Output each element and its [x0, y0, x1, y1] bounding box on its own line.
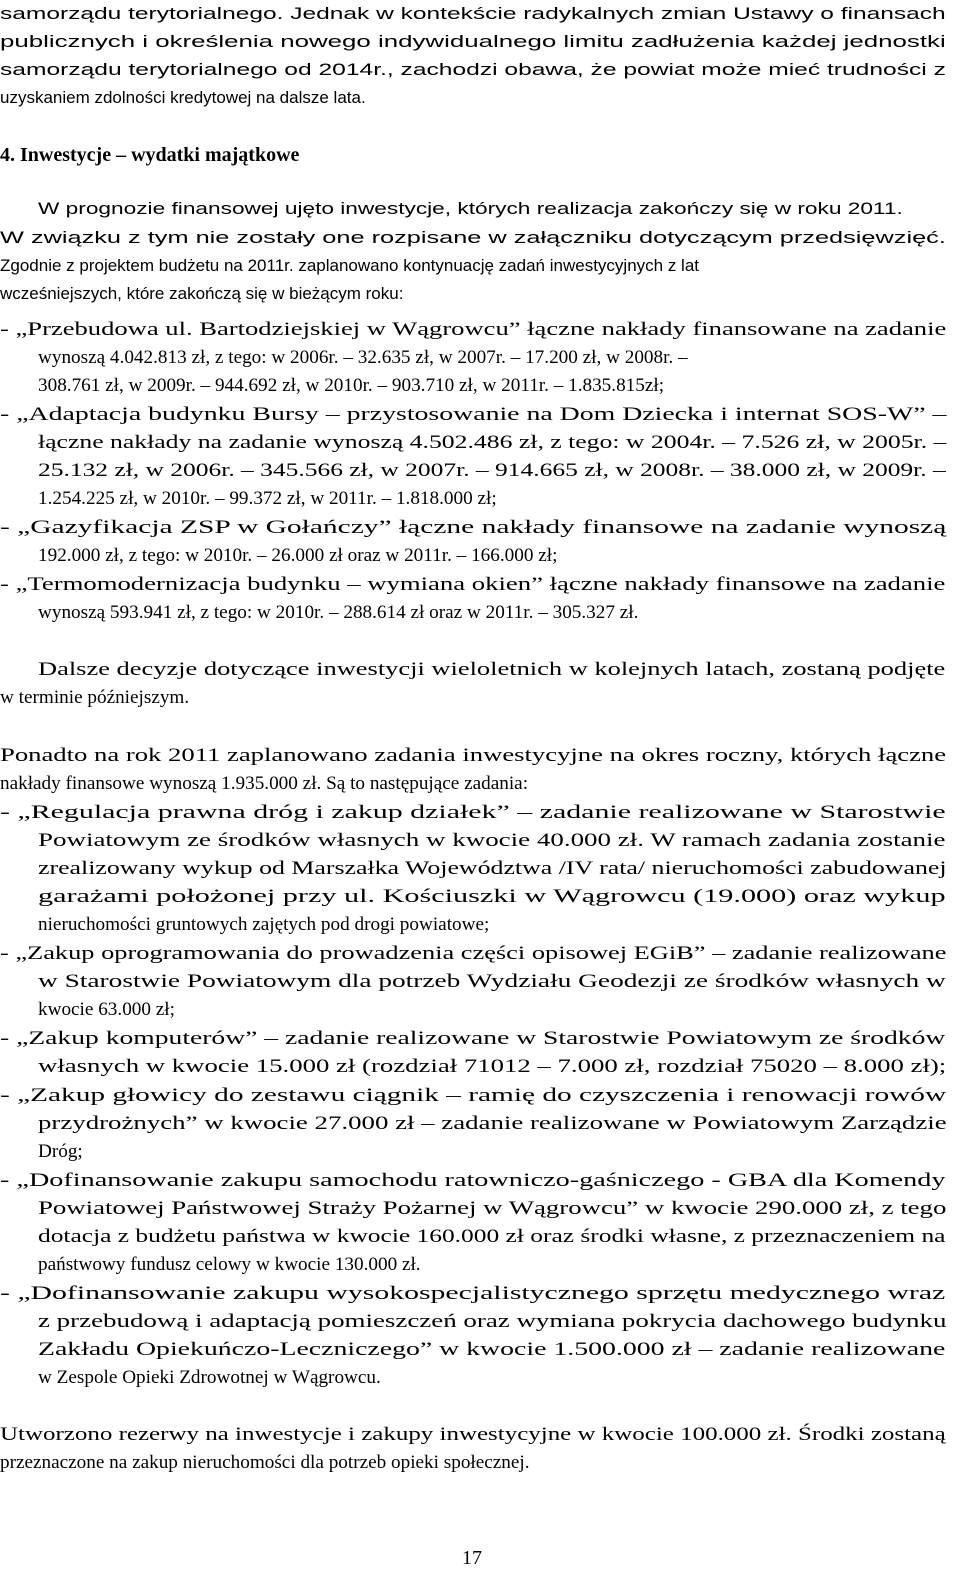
task-1-line-2: Powiatowym ze środków własnych w kwocie 40.000 zł. W ramach zadania zostanie [38, 830, 946, 851]
task-3-line-1: - „Zakup komputerów” – zadanie realizowane w Starostwie Powiatowym ze środków [0, 1028, 946, 1049]
item-2-line-1: - „Adaptacja budynku Bursy – przystosowanie na Dom Dziecka i internat SOS-W” – [0, 404, 947, 425]
task-1-line-4: garażami położonej przy ul. Kościuszki w Wągrowcu (19.000) oraz wykup [38, 886, 946, 907]
task-4-line-1: - „Zakup głowicy do zestawu ciągnik – ramię do czyszczenia i renowacji rowów [0, 1085, 947, 1106]
task-1-line-5: nieruchomości gruntowych zajętych pod drogi powiatowe; [38, 914, 490, 935]
task-5-line-3: dotacja z budżetu państwa w kwocie 160.000 zł oraz środki własne, z przeznaczeniem na [38, 1226, 946, 1247]
item-2-line-2: łączne nakłady na zadanie wynoszą 4.502.486 zł, z tego: w 2004r. – 7.526 zł, w 2005r. – [38, 432, 947, 453]
task-6-line-2: z przebudową i adaptacją pomieszczeń oraz wymiana pokrycia dachowego budynku [38, 1311, 947, 1332]
task-3-line-2: własnych w kwocie 15.000 zł (rozdział 71012 – 7.000 zł, rozdział 75020 – 8.000 zł); [38, 1056, 947, 1077]
task-5-line-1: - „Dofinansowanie zakupu samochodu ratowniczo-gaśniczego - GBA dla Komendy [0, 1170, 946, 1191]
para-3-line-1: Ponadto na rok 2011 zaplanowano zadania inwestycyjne na okres roczny, których łączne [0, 745, 947, 766]
item-3-line-1: - „Gazyfikacja ZSP w Gołańczy” łączne nakłady finansowe na zadanie wynoszą [0, 517, 947, 538]
intro-line-2: publicznych i określenia nowego indywidualnego limitu zadłużenia każdej jednostki [0, 32, 946, 51]
task-6-line-1: - „Dofinansowanie zakupu wysokospecjalistycznego sprzętu medycznego wraz [0, 1283, 946, 1304]
task-6-line-3: Zakładu Opiekuńczo-Leczniczego” w kwocie 1.500.000 zł – zadanie realizowane [38, 1339, 946, 1360]
para-2-line-2: w terminie późniejszym. [0, 687, 190, 708]
para-4-line-1: Utworzono rezerwy na inwestycje i zakupy inwestycyjne w kwocie 100.000 zł. Środki zostaną [0, 1424, 946, 1445]
section-heading: 4. Inwestycje – wydatki majątkowe [0, 144, 300, 166]
para-2-line-1: Dalsze decyzje dotyczące inwestycji wieloletnich w kolejnych latach, zostaną podjęte [38, 659, 946, 680]
task-5-line-2: Powiatowej Państwowej Straży Pożarnej w Wągrowcu” w kwocie 290.000 zł, z tego [38, 1198, 947, 1219]
para-1-line-1: W prognozie finansowej ujęto inwestycje, których realizacja zakończy się w roku 2011. [38, 199, 903, 218]
task-1-line-1: - „Regulacja prawna dróg i zakup działek” – zadanie realizowane w Starostwie [0, 802, 946, 823]
task-4-line-3: Dróg; [38, 1141, 83, 1162]
intro-line-3: samorządu terytorialnego od 2014r., zachodzi obawa, że powiat może mieć trudności z [0, 60, 946, 79]
para-4-line-2: przeznaczone na zakup nieruchomości dla potrzeb opieki społecznej. [0, 1452, 530, 1473]
item-4-line-2: wynoszą 593.941 zł, z tego: w 2010r. – 288.614 zł oraz w 2011r. – 305.327 zł. [38, 602, 639, 623]
para-3-line-2: nakłady finansowe wynoszą 1.935.000 zł. Są to następujące zadania: [0, 773, 529, 794]
para-1-line-2: W związku z tym nie zostały one rozpisane w załączniku dotyczącym przedsięwzięć. [0, 228, 946, 247]
intro-line-4: uzyskaniem zdolności kredytowej na dalsze lata. [0, 88, 366, 107]
para-1-line-3: Zgodnie z projektem budżetu na 2011r. zaplanowano kontynuację zadań inwestycyjnych z lat [0, 256, 700, 275]
page-number: 17 [462, 1547, 482, 1569]
task-5-line-4: państwowy fundusz celowy w kwocie 130.000 zł. [38, 1254, 421, 1275]
task-2-line-2: w Starostwie Powiatowym dla potrzeb Wydziału Geodezji ze środków własnych w [38, 971, 946, 992]
task-4-line-2: przydrożnych” w kwocie 27.000 zł – zadanie realizowane w Powiatowym Zarządzie [38, 1113, 947, 1134]
item-4-line-1: - „Termomodernizacja budynku – wymiana okien” łączne nakłady finansowe na zadanie [0, 574, 946, 595]
item-2-line-3: 25.132 zł, w 2006r. – 345.566 zł, w 2007r. – 914.665 zł, w 2008r. – 38.000 zł, w 2009r. – [38, 460, 946, 481]
item-3-line-2: 192.000 zł, z tego: w 2010r. – 26.000 zł oraz w 2011r. – 166.000 zł; [38, 545, 558, 566]
item-1-line-2: wynoszą 4.042.813 zł, z tego: w 2006r. – 32.635 zł, w 2007r. – 17.200 zł, w 2008r. – [38, 347, 688, 368]
item-1-line-1: - „Przebudowa ul. Bartodziejskiej w Wągrowcu” łączne nakłady finansowane na zadanie [0, 319, 947, 340]
task-6-line-4: w Zespole Opieki Zdrowotnej w Wągrowcu. [38, 1367, 381, 1388]
task-2-line-3: kwocie 63.000 zł; [38, 999, 175, 1020]
task-1-line-3: zrealizowany wykup od Marszałka Województwa /IV rata/ nieruchomości zabudowanej [38, 858, 947, 879]
item-2-line-4: 1.254.225 zł, w 2010r. – 99.372 zł, w 2011r. – 1.818.000 zł; [38, 488, 497, 509]
intro-line-1: samorządu terytorialnego. Jednak w kontekście radykalnych zmian Ustawy o finansach [0, 4, 946, 23]
para-1-line-4: wcześniejszych, które zakończą się w bieżącym roku: [0, 284, 404, 303]
item-1-line-3: 308.761 zł, w 2009r. – 944.692 zł, w 2010r. – 903.710 zł, w 2011r. – 1.835.815zł; [38, 375, 665, 396]
task-2-line-1: - „Zakup oprogramowania do prowadzenia części opisowej EGiB” – zadanie realizowane [0, 943, 947, 964]
